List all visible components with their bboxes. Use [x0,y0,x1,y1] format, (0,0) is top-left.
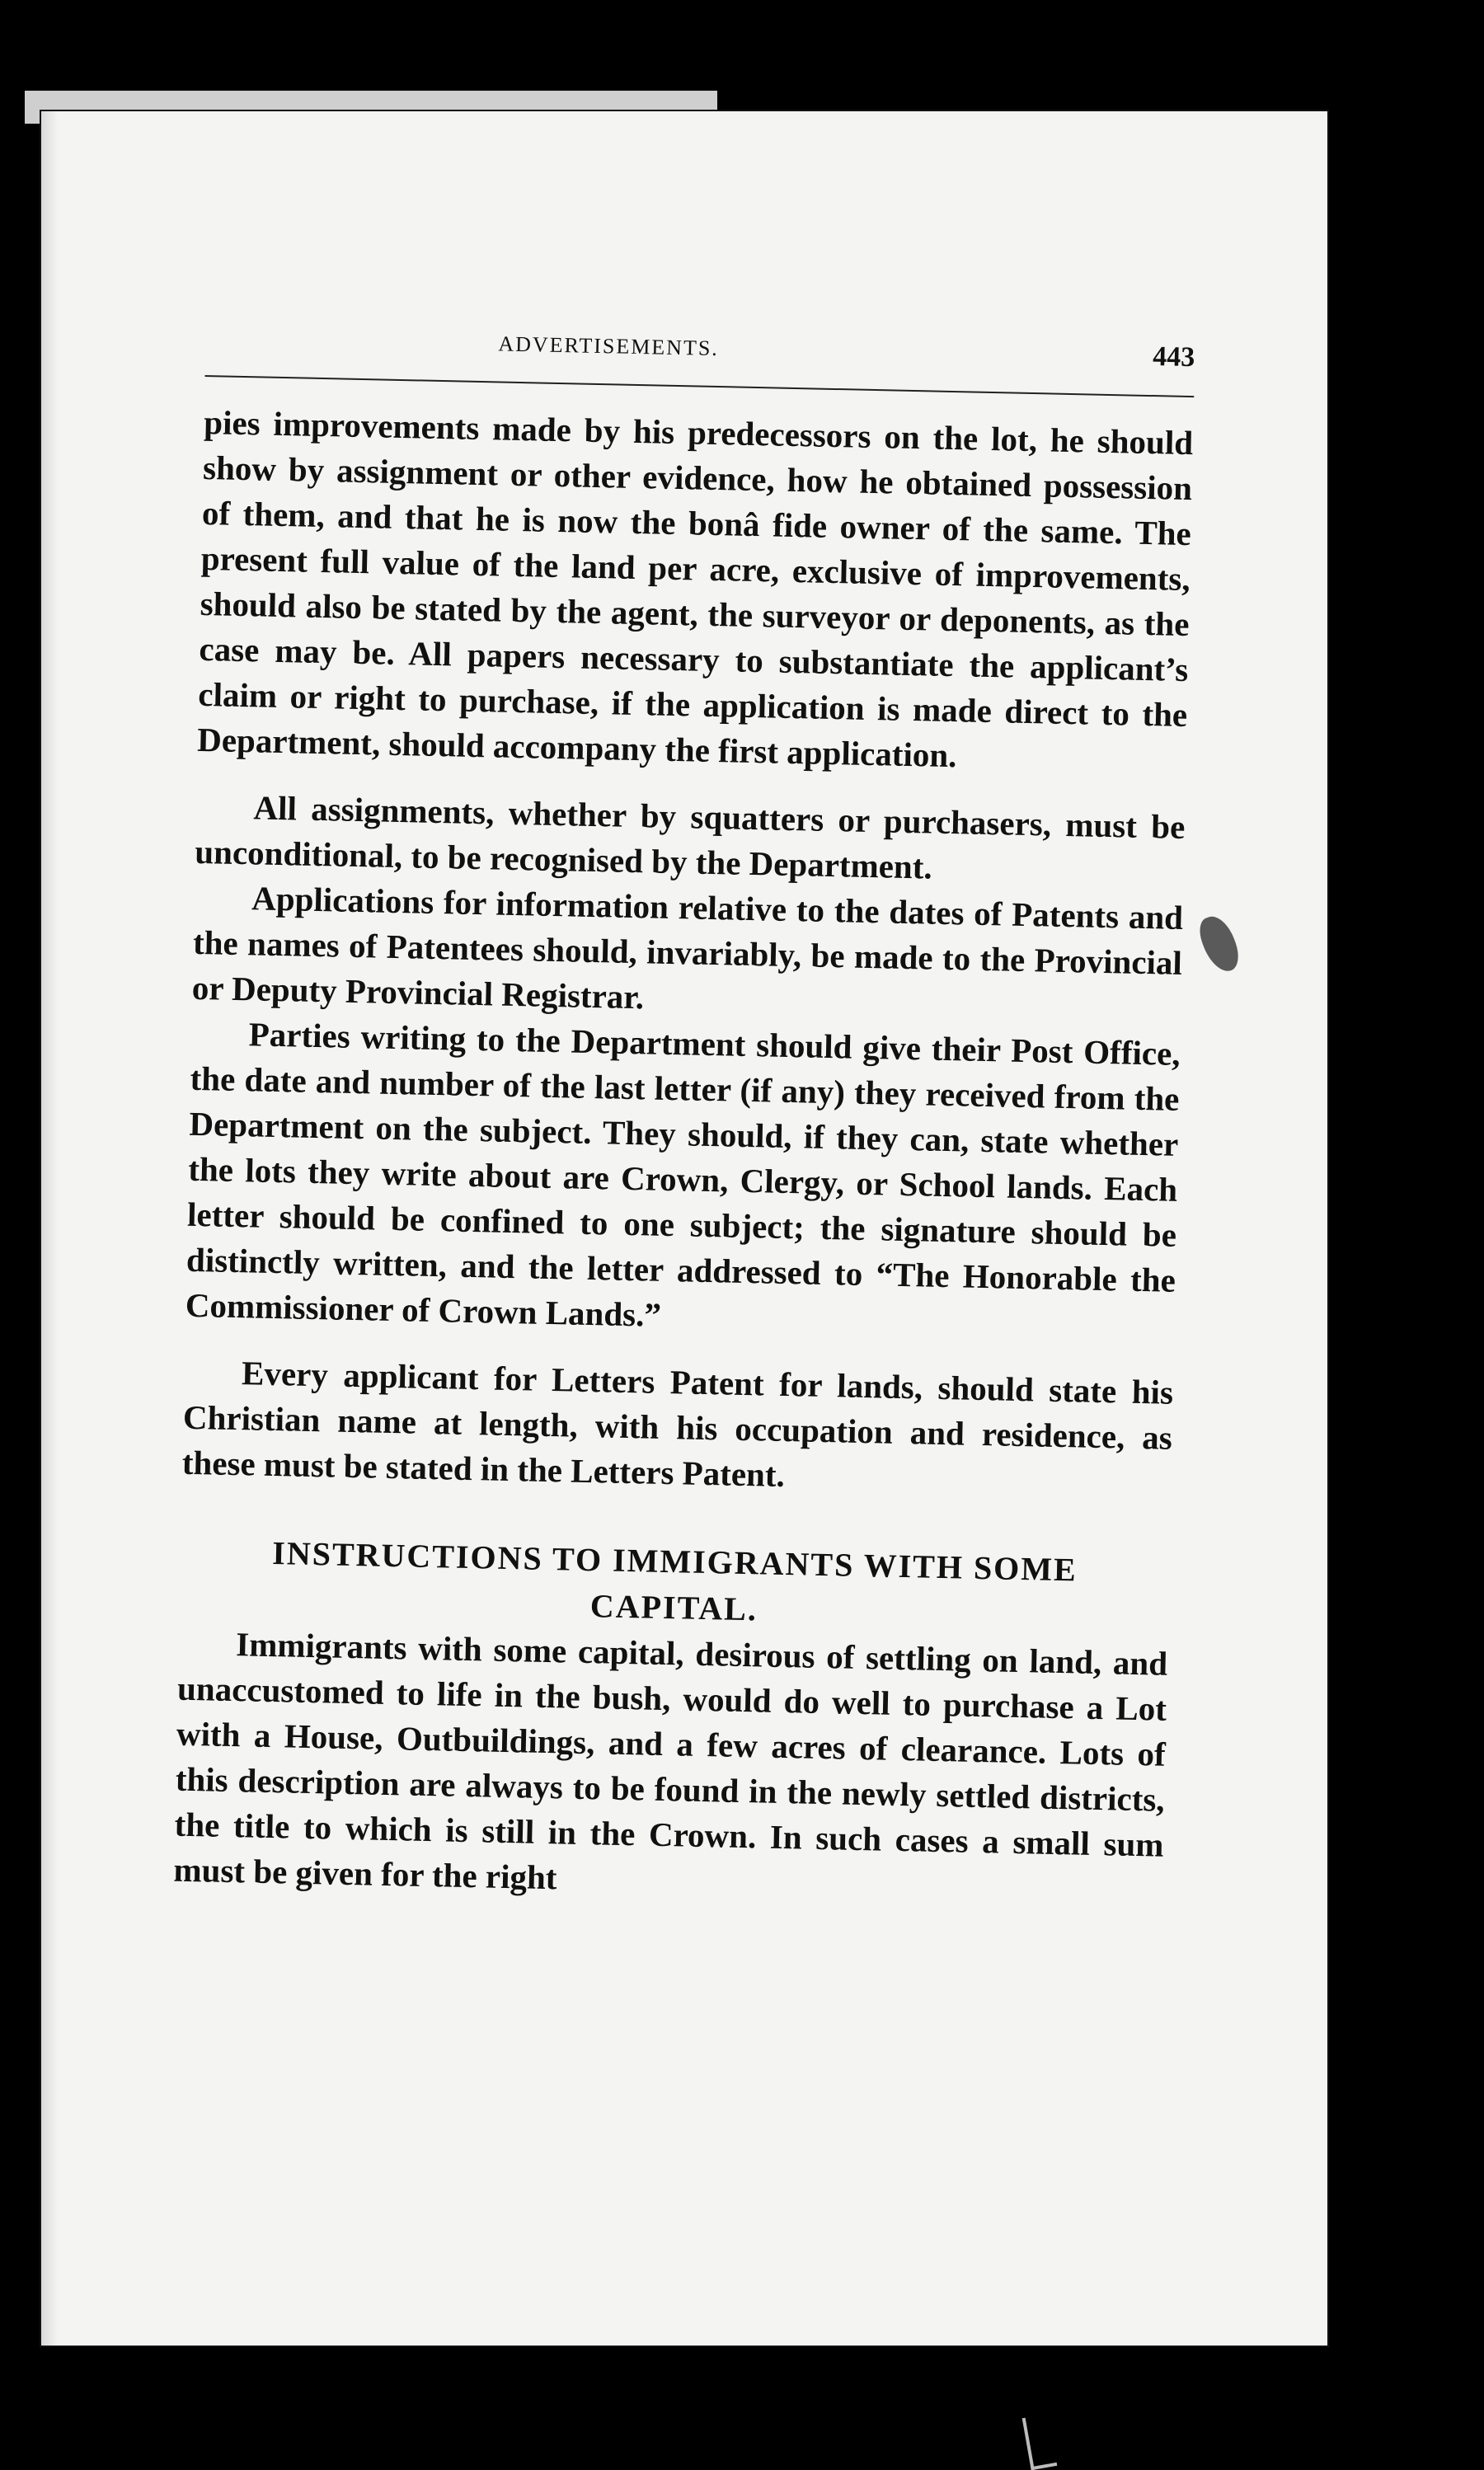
book-page [41,111,1327,2346]
section-heading-line-2: CAPITAL. [589,1587,758,1628]
ink-blot [1195,912,1244,977]
page-header [204,317,1195,412]
paragraph-patents: Applications for information relative to the dates of Patents and the names of Patentees should, invariably, be made to the Provincial or Deputy Provincial Registrar. [191,879,1184,1017]
paragraph-continuation: pies improvements made by his predecessors on the lot, he should show by assignment or other evidence, how he obtained possession of them, and that he is now the bonâ fide owner of the same. The present full value of the land per acre, exclusive of improvements, should also be stated by the agent, the surveyor or deponents, as the case may be. All papers necessary to substantiate the applicant’s claim or right to purchase, if the application is made direct to the Department, should accompany the first application. [196,402,1194,775]
paragraph-letters-patent: Every applicant for Letters Patent for lands, should state his Christian name at length, with his occupation and residence, as these must be stated in the Letters Patent. [181,1354,1174,1495]
scan-mark [1022,2414,1058,2470]
body-text [173,400,1194,1914]
page-content [173,317,1195,1914]
paragraph-assignments: All assignments, whether by squatters or purchasers, must be unconditional, to be recognised by the Department. [194,788,1186,886]
paragraph-immigrants: Immigrants with some capital, desirous of settling on land, and unaccustomed to life in the bush, would do well to purchase a Lot with a House, Outbuildings, and a few acres of clearance. Lots of this description are always to be found in the newly settled districts, the title to which is still in the Crown. In such cases a small sum must be given for the right [173,1625,1168,1897]
header-rule [204,375,1194,397]
page-number: 443 [1152,341,1195,373]
section-heading-line-1: INSTRUCTIONS TO IMMIGRANTS WITH SOME [271,1534,1078,1589]
page-edge [41,111,58,2346]
paragraph-correspondence: Parties writing to the Department should give their Post Office, the date and number of the last letter (if any) they received from the Department on the subject. They should, if they can, state whether the lots they write about are Crown, Clergy, or School lands. Each letter should be confined to one subject; the signature should be distinctly written, and the letter addressed to “The Honorable the Commissioner of Crown Lands.” [185,1015,1181,1334]
running-title: ADVERTISEMENTS. [498,331,720,361]
